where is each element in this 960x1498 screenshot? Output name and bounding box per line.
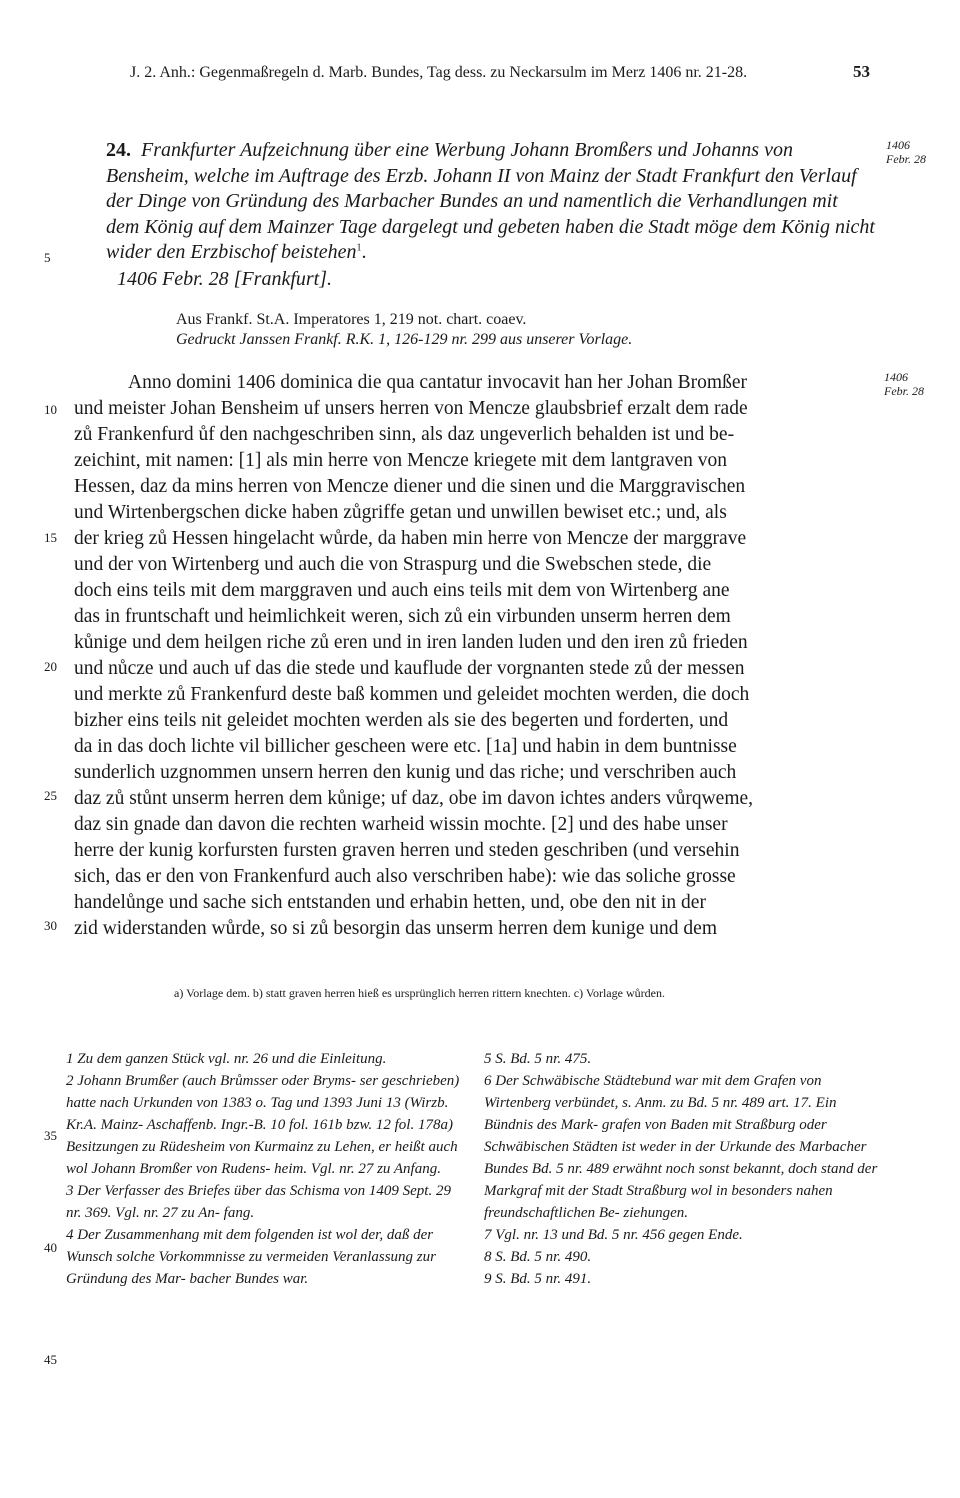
footnote: 1 Zu dem ganzen Stück vgl. nr. 26 und die Einleitung.: [66, 1051, 387, 1067]
text-line: doch eins teils mit dem marggraven und auch eins teils mit dem von Wirtenberg ane: [74, 580, 730, 601]
body-text: [74, 370, 874, 942]
footnote: 7 Vgl. nr. 13 und Bd. 5 nr. 456 gegen Ende.: [484, 1227, 743, 1243]
line-number: 45: [44, 1352, 57, 1367]
line-number: 20: [44, 659, 57, 674]
footnotes-left-column: [66, 1048, 462, 1290]
line-number: 40: [44, 1240, 57, 1255]
margin-date-body: [884, 370, 924, 398]
margin-day: Febr. 28: [884, 384, 924, 398]
footnote: 8 S. Bd. 5 nr. 490.: [484, 1249, 592, 1265]
text-line: sich, das er den von Frankenfurd auch also verschriben habe): wie das soliche grosse: [74, 866, 736, 887]
text-line: bizher eins teils nit geleidet mochten werden als sie des begerten und forderten, und: [74, 710, 729, 731]
text-line: Anno domini 1406 dominica die qua cantatur invocavit han her Johan Bromßer: [128, 372, 747, 393]
text-line: Hessen, daz da mins herren von Mencze diener und die sinen und die Marggravischen: [74, 476, 746, 497]
variant-notes: a) Vorlage dem. b) statt graven herren hieß es ursprünglich herren rittern knechten. c) Vorlage wůrden.: [174, 986, 665, 1000]
entry-date: 1406 Febr. 28 [Frankfurt].: [117, 268, 332, 290]
line-number: 15: [44, 530, 57, 545]
text-line: zů Frankenfurd ůf den nachgeschriben sinn, als daz ungeverlich behalden ist und be-: [74, 424, 735, 445]
text-line: der krieg zů Hessen hingelacht wůrde, da haben min herre von Mencze der marggrave: [74, 528, 747, 549]
footnotes-right-column: [484, 1048, 878, 1290]
source-printed: Gedruckt Janssen Frankf. R.K. 1, 126-129 nr. 299 aus unserer Vorlage.: [176, 331, 633, 348]
page-number: 53: [853, 62, 870, 81]
text-line: kůnige und dem heilgen riche zů eren und in iren landen luden und den iren zů frieden: [74, 632, 748, 653]
text-line: daz zů stůnt unserm herren dem kůnige; uf daz, obe im davon ichtes anders vůrqweme,: [74, 788, 754, 809]
margin-year: 1406: [886, 138, 910, 152]
text-line: das in fruntschaft und heimlichkeit weren, sich zů ein virbunden unserm herren dem: [74, 606, 731, 627]
entry-number: 24.: [106, 139, 131, 161]
entry-heading: Frankfurter Aufzeichnung über eine Werbung Johann Bromßers und Johanns von Bensheim, welche im Auftrage des Erzb. Johann II von Mainz der Stadt Frankfurt den Verlauf der Dinge von Gründung des Marbacher Bundes an und namentlich die Verhandlungen mit dem König auf dem Mainzer Tage dargelegt und gebeten haben die Stadt möge dem König nicht wider den Erzbischof beistehen: [106, 139, 875, 263]
footnote: 6 Der Schwäbische Städtebund war mit dem Grafen von Wirtenberg verbündet, s. Anm. zu Bd. 5 nr. 489 art. 17. Ein Bündnis des Mark- grafen von Baden mit Straßburg oder Schwäbischen Städten ist weder in der Urkunde des Marbacher Bundes Bd. 5 nr. 489 erwähnt noch sonst bekannt, doch stand der Markgraf mit der Stadt Straßburg wol in besonders nahen freundschaftlichen Be- ziehungen.: [484, 1073, 878, 1221]
footnote: 3 Der Verfasser des Briefes über das Schisma von 1409 Sept. 29 nr. 369. Vgl. nr. 27 zu An- fang.: [66, 1183, 451, 1221]
text-line: und merkte zů Frankenfurd deste baß kommen und geleidet mochten werden, die doch: [74, 684, 750, 705]
entry-heading-block: 24. Frankfurter Aufzeichnung über eine Werbung Johann Bromßers und Johanns von Bensheim, welche im Auftrage des Erzb. Johann II von Mainz der Stadt Frankfurt den Verlauf der Dinge von Gründung des Marbacher Bundes an und namentlich die Verhandlungen mit dem König auf dem Mainzer Tage dargelegt und gebeten haben die Stadt möge dem König nicht wider den Erzbischof beistehen$^1$.: [106, 139, 875, 263]
margin-date-entry: [886, 138, 926, 166]
entry-heading-note: 1: [356, 242, 362, 254]
footnote: 2 Johann Brumßer (auch Brůmsser oder Bryms- ser geschrieben) hatte nach Urkunden von 1383 o. Tag und 1393 Juni 13 (Wirzb. Kr.A. Mainz- Aschaffenb. Ingr.-B. 10 fol. 161b bzw. 12 fol. 178a) Besitzungen zu Rüdesheim von Kurmainz zu Lehen, er heißt auch wol Johann Bromßer von Rudens- heim. Vgl. nr. 27 zu Anfang.: [66, 1073, 460, 1177]
line-number: 30: [44, 918, 57, 933]
text-line: handelůnge und sache sich entstanden und erhabin hetten, und, obe den nit in der: [74, 892, 706, 913]
line-number: 25: [44, 788, 57, 803]
footnote: 5 S. Bd. 5 nr. 475.: [484, 1051, 592, 1067]
line-number: 5: [44, 250, 51, 265]
text-line: und der von Wirtenberg und auch die von Straspurg und die Swebschen stede, die: [74, 554, 712, 575]
text-line: zid widerstanden wůrde, so si zů besorgin das unserm herren dem kunige und dem: [74, 918, 717, 939]
text-line: und meister Johan Bensheim uf unsers herren von Mencze glaubsbrief erzalt dem rade: [74, 398, 748, 419]
text-line: sunderlich uzgnommen unsern herren den kunig und das riche; und verschriben auch: [74, 762, 737, 783]
text-line: daz sin gnade dan davon die rechten warheid wissin mochte. [2] und des habe unser: [74, 814, 728, 835]
running-title: J. 2. Anh.: Gegenmaßregeln d. Marb. Bundes, Tag dess. zu Neckarsulm im Merz 1406 nr. 21-28.: [130, 64, 748, 81]
line-number: 10: [44, 402, 57, 417]
text-line: und nůcze und auch uf das die stede und kauflude der vorgnanten stede zů der messen: [74, 658, 745, 679]
text-line: herre der kunig korfursten fursten graven herren und steden geschriben (und versehin: [74, 840, 740, 861]
running-header: [130, 64, 870, 82]
footnote: 9 S. Bd. 5 nr. 491.: [484, 1271, 592, 1287]
source-archive: Aus Frankf. St.A. Imperatores 1, 219 not. chart. coaev.: [176, 311, 527, 328]
line-number: 35: [44, 1128, 57, 1143]
text-line: da in das doch lichte vil billicher gescheen were etc. [1a] und habin in dem buntnisse: [74, 736, 737, 757]
text-line: und Wirtenbergschen dicke haben zůgriffe getan und unwillen bewiset etc.; und, als: [74, 502, 727, 523]
margin-day: Febr. 28: [886, 152, 926, 166]
source-block: [176, 310, 632, 350]
margin-year: 1406: [884, 370, 908, 384]
text-line: zeichint, mit namen: [1] als min herre von Mencze kriegete mit dem lantgraven von: [74, 450, 728, 471]
footnote: 4 Der Zusammenhang mit dem folgenden ist wol der, daß der Wunsch solche Vorkommnisse zu vermeiden Veranlassung zur Gründung des Mar- bacher Bundes war.: [66, 1227, 436, 1287]
